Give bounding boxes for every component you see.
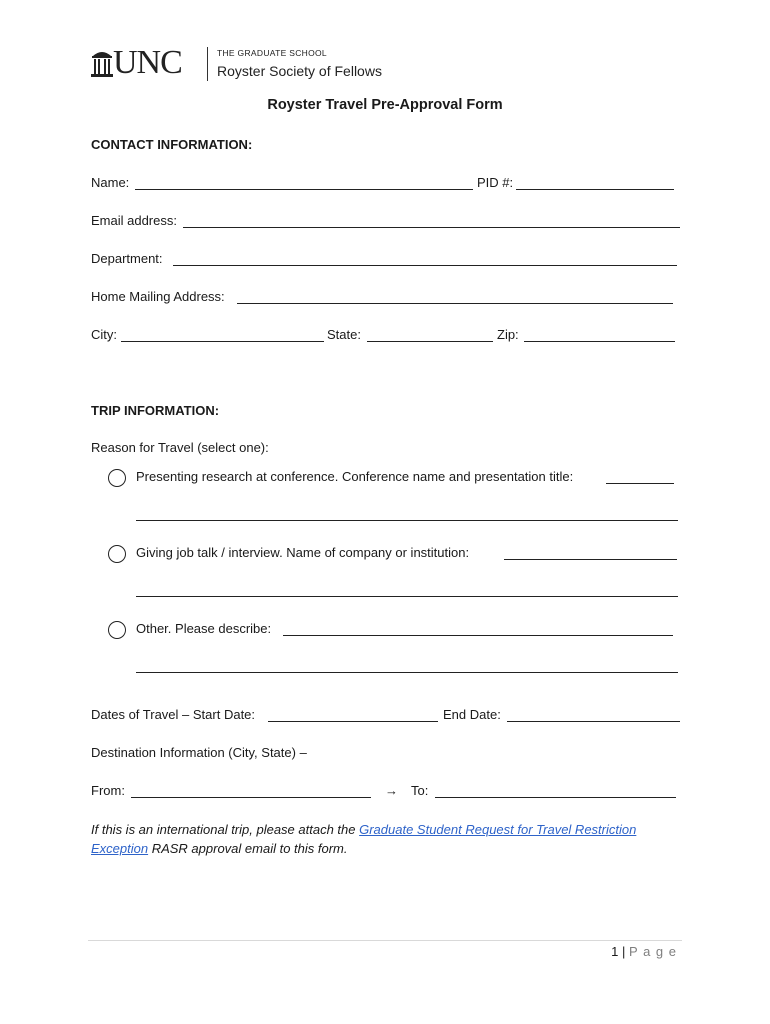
page-footer xyxy=(611,944,677,960)
page-title: Royster Travel Pre-Approval Form xyxy=(267,97,503,113)
start-date-field[interactable] xyxy=(268,721,438,722)
option-job-talk-label: Giving job talk / interview. Name of company or institution: xyxy=(136,545,470,560)
mailing-address-field[interactable] xyxy=(237,303,673,304)
mailing-address-label: Home Mailing Address: xyxy=(91,289,225,304)
arrow-icon: → xyxy=(385,783,398,798)
contact-heading: CONTACT INFORMATION: xyxy=(91,137,253,152)
page-word: P a g e xyxy=(629,944,677,959)
note-suffix: RASR approval email to this form. xyxy=(148,841,348,856)
reason-label: Reason for Travel (select one): xyxy=(91,440,269,455)
state-field[interactable] xyxy=(367,341,493,342)
pid-field[interactable] xyxy=(516,189,674,190)
job-talk-inline-field[interactable] xyxy=(504,559,677,560)
city-field[interactable] xyxy=(121,341,324,342)
email-field[interactable] xyxy=(183,227,680,228)
rasr-link-part1[interactable]: Graduate Student Request for Travel Restriction xyxy=(359,822,637,837)
page-separator: | xyxy=(622,944,626,959)
job-talk-field[interactable] xyxy=(136,596,678,597)
state-label: State: xyxy=(327,327,361,342)
destination-label: Destination Information (City, State) – xyxy=(91,745,307,760)
to-field[interactable] xyxy=(435,797,676,798)
note-prefix: If this is an international trip, please attach the xyxy=(91,822,360,837)
option-other-label: Other. Please describe: xyxy=(136,621,272,636)
logo-wordmark: UNC xyxy=(113,44,182,81)
option-conference-label: Presenting research at conference. Conference name and presentation title: xyxy=(136,469,574,484)
department-label: Department: xyxy=(91,251,163,266)
graduate-school-line: THE GRADUATE SCHOOL xyxy=(217,48,327,58)
pid-label: PID #: xyxy=(477,175,514,190)
page-number: 1 xyxy=(611,944,619,959)
radio-job-talk[interactable] xyxy=(108,545,126,563)
rasr-link-part2[interactable]: Exception xyxy=(91,841,149,856)
zip-label: Zip: xyxy=(497,327,519,342)
conference-inline-field[interactable] xyxy=(606,483,674,484)
society-line: Royster Society of Fellows xyxy=(217,63,382,79)
conference-field[interactable] xyxy=(136,520,678,521)
city-label: City: xyxy=(91,327,117,342)
radio-conference[interactable] xyxy=(108,469,126,487)
zip-field[interactable] xyxy=(524,341,675,342)
international-note xyxy=(91,820,691,858)
from-label: From: xyxy=(91,783,125,798)
footer-divider xyxy=(88,940,682,941)
name-field[interactable] xyxy=(135,189,473,190)
name-label: Name: xyxy=(91,175,130,190)
department-field[interactable] xyxy=(173,265,677,266)
to-label: To: xyxy=(411,783,429,798)
other-inline-field[interactable] xyxy=(283,635,673,636)
email-label: Email address: xyxy=(91,213,177,228)
radio-other[interactable] xyxy=(108,621,126,639)
old-well-logo-icon xyxy=(91,48,113,78)
other-field[interactable] xyxy=(136,672,678,673)
end-date-field[interactable] xyxy=(507,721,680,722)
trip-heading: TRIP INFORMATION: xyxy=(91,403,220,418)
start-date-label: Dates of Travel – Start Date: xyxy=(91,707,256,722)
from-field[interactable] xyxy=(131,797,371,798)
end-date-label: End Date: xyxy=(443,707,501,722)
logo-divider xyxy=(207,47,208,81)
